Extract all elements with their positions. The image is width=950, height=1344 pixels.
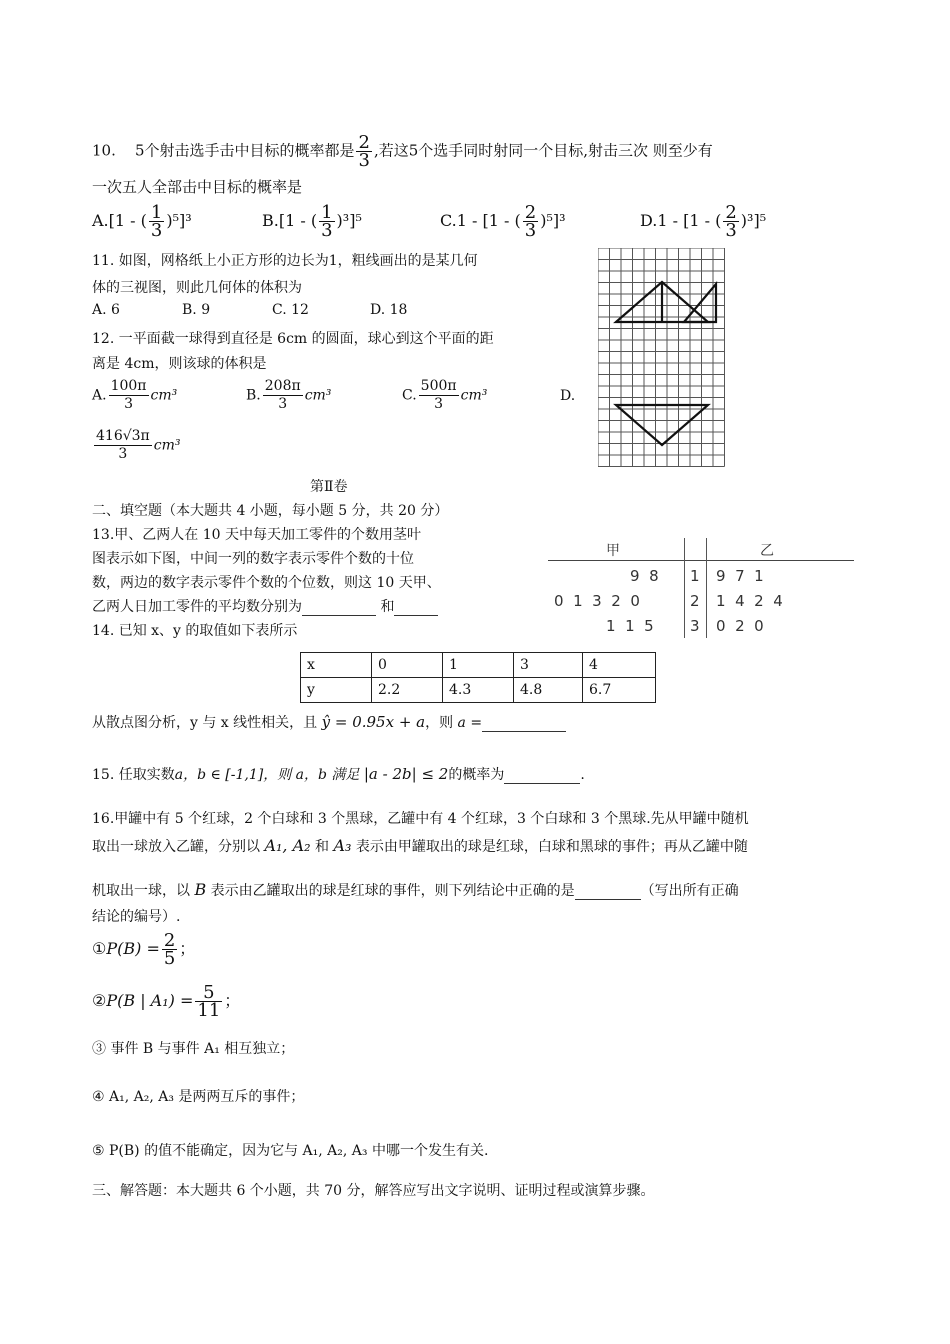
- q16-item-2: ②P(B | A₁) = $\frac{5}{11}$ ；: [92, 982, 241, 1021]
- condition-expression: |a - 2b| ≤ 2: [363, 765, 449, 783]
- regression-equation: ŷ = 0.95x + a: [321, 713, 426, 731]
- stemleaf-row-1-right: 9 7 1: [716, 567, 764, 585]
- table-cell: 4.3: [443, 678, 514, 703]
- answer-blank: [482, 731, 566, 732]
- stemleaf-row-3-left: 1 1 5: [606, 617, 654, 635]
- stemleaf-header-left: 甲: [606, 543, 620, 559]
- xy-value-table: [300, 652, 656, 703]
- answer-blank: [575, 899, 641, 900]
- q11-line1: 11. 如图，网格纸上小正方形的边长为1，粗线画出的是某几何: [92, 253, 478, 269]
- q12-option-d-value: $\frac{416√3\pi}{3}$ cm³: [96, 428, 181, 462]
- table-cell: x: [301, 653, 372, 678]
- table-row: [301, 678, 656, 703]
- stemleaf-divider-left: [684, 538, 685, 638]
- q10-option-a: A.[1 - ( $\frac{1}{3}$ )⁵]³: [92, 202, 192, 241]
- section-solutions: 三、解答题：本大题共 6 个小题，共 70 分，解答应写出文字说明、证明过程或演算步骤。: [92, 1183, 655, 1199]
- stemleaf-row-2-stem: 2: [690, 592, 700, 610]
- stemleaf-row-1-left: 9 8: [630, 567, 659, 585]
- table-cell: 4: [583, 653, 656, 678]
- q13-line1: 13.甲、乙两人在 10 天中每天加工零件的个数用茎叶: [92, 527, 421, 543]
- q10-stem-b: ,若这5个选手同时射同一个目标,射击三次 则至少有: [373, 141, 713, 160]
- stemleaf-rule: [548, 560, 854, 561]
- table-cell: 0: [372, 653, 443, 678]
- q10-line2: 一次五人全部击中目标的概率是: [92, 178, 303, 196]
- answer-blank: [394, 615, 438, 616]
- q13-line2: 图表示如下图，中间一列的数字表示零件个数的十位: [92, 551, 414, 567]
- q16-item-5: ⑤ P(B) 的值不能确定，因为它与 A₁, A₂, A₃ 中哪一个发生有关.: [92, 1143, 489, 1159]
- q10-option-c: C.1 - [1 - ( $\frac{2}{3}$ )⁵]³: [440, 202, 566, 241]
- q12-line2: 离是 4cm，则该球的体积是: [92, 356, 267, 372]
- three-view-grid-figure: [598, 248, 728, 476]
- q13-line3: 数，两边的数字表示零件个数的个位数，则这 10 天甲、: [92, 575, 441, 591]
- probability-fraction: $\frac{2}{3}$: [358, 132, 370, 171]
- table-cell: 2.2: [372, 678, 443, 703]
- q10-option-d: D.1 - [1 - ( $\frac{2}{3}$ )³]⁵: [640, 202, 767, 241]
- q10-stem-a: 5个射击选手击中目标的概率都是: [134, 141, 355, 160]
- stemleaf-divider-right: [706, 538, 707, 638]
- q14-line1: 14. 已知 x、y 的取值如下表所示: [92, 623, 298, 639]
- stemleaf-row-1-stem: 1: [690, 567, 700, 585]
- table-cell: 4.8: [514, 678, 583, 703]
- table-row: [301, 653, 656, 678]
- q11-option-b: B. 9: [182, 302, 211, 318]
- q16-line1: 16.甲罐中有 5 个红球，2 个白球和 3 个黑球，乙罐中有 4 个红球，3 个白球和 3 个黑球.先从甲罐中随机: [92, 811, 749, 827]
- stemleaf-row-2-right: 1 4 2 4: [716, 592, 783, 610]
- section-fill-in: 二、填空题（本大题共 4 小题，每小题 5 分，共 20 分）: [92, 503, 449, 519]
- table-cell: 6.7: [583, 678, 656, 703]
- q15-line: 15. 任取实数a，b ∈ [-1,1]，则 a，b 满足 |a - 2b| ≤ 2的概率为 .: [92, 765, 585, 783]
- q16-item-3: ③ 事件 B 与事件 A₁ 相互独立；: [92, 1041, 295, 1057]
- table-cell: 3: [514, 653, 583, 678]
- q12-line1: 12. 一平面截一球得到直径是 6cm 的圆面，球心到这个平面的距: [92, 331, 494, 347]
- question-number: 10.: [92, 141, 116, 160]
- table-cell: 1: [443, 653, 514, 678]
- stemleaf-header-right: 乙: [760, 543, 774, 559]
- q12-option-a: A. $\frac{100\pi}{3}$ cm³: [92, 378, 178, 412]
- q10-line1: [92, 134, 713, 169]
- q11-line2: 体的三视图，则此几何体的体积为: [92, 280, 302, 296]
- q16-line3: 机取出一球，以 B 表示由乙罐取出的球是红球的事件，则下列结论中正确的是 （写出所有正确: [92, 880, 739, 899]
- q12-option-b: B. $\frac{208\pi}{3}$ cm³: [246, 378, 332, 412]
- q10-option-b: B.[1 - ( $\frac{1}{3}$ )³]⁵: [262, 202, 362, 241]
- answer-blank: [504, 783, 580, 784]
- q12-option-c: C. $\frac{500\pi}{3}$ cm³: [402, 378, 488, 412]
- stemleaf-row-3-stem: 3: [690, 617, 700, 635]
- q16-item-4: ④ A₁, A₂, A₃ 是两两互斥的事件；: [92, 1089, 305, 1105]
- q14-line2: 从散点图分析，y 与 x 线性相关，且 ŷ = 0.95x + a，则 a =: [92, 712, 566, 732]
- q11-option-c: C. 12: [272, 302, 309, 318]
- q11-option-d: D. 18: [370, 302, 408, 318]
- q12-option-d-label: D.: [560, 388, 576, 404]
- stemleaf-row-2-left: 0 1 3 2 0: [554, 592, 640, 610]
- stemleaf-row-3-right: 0 2 0: [716, 617, 764, 635]
- table-cell: y: [301, 678, 372, 703]
- top-view-triangle: [616, 405, 708, 445]
- q16-line4: 结论的编号）.: [92, 909, 181, 925]
- part2-title: 第Ⅱ卷: [310, 479, 348, 495]
- q13-line4: 乙两人日加工零件的平均数分别为 和: [92, 596, 438, 616]
- q16-item-1: ①P(B) = $\frac{2}{5}$ ；: [92, 930, 196, 969]
- answer-blank: [302, 615, 376, 616]
- q16-line2: 取出一球放入乙罐，分别以 A₁, A₂ 和 A₃ 表示由甲罐取出的球是红球，白球和黑球的事件；再从乙罐中随: [92, 836, 748, 855]
- q11-option-a: A. 6: [92, 302, 120, 318]
